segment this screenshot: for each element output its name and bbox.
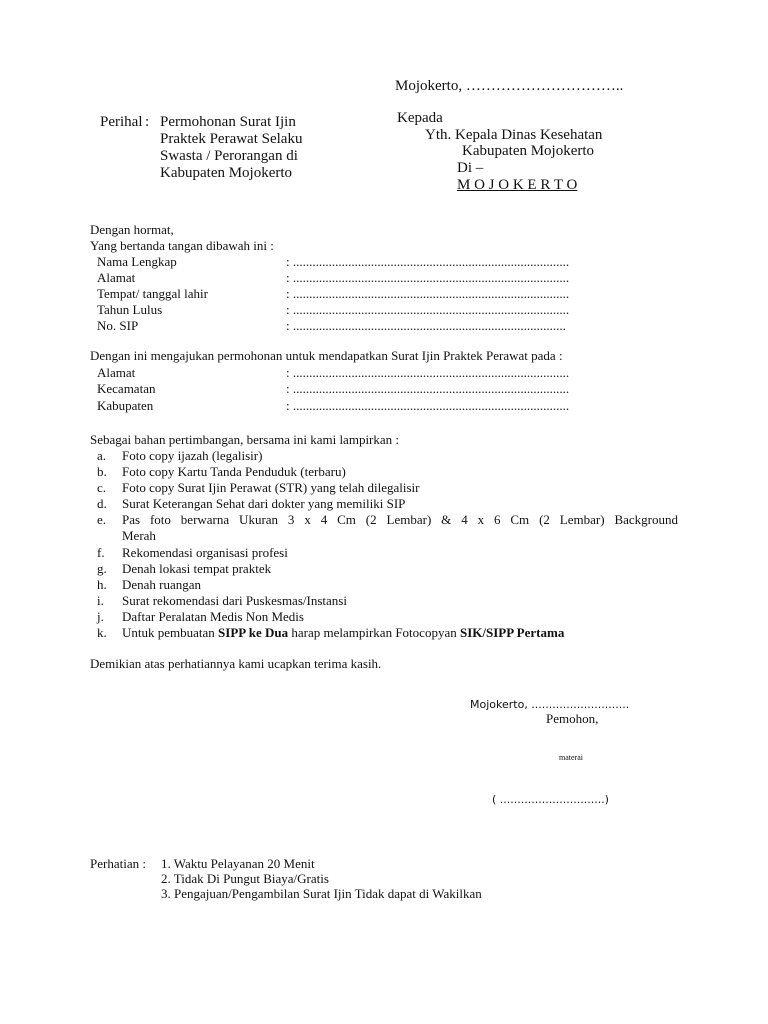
- notes-item-1: 1. Waktu Pelayanan 20 Menit: [161, 856, 315, 871]
- header-place-date: Mojokerto, …………………………..: [395, 78, 624, 94]
- list-item: [0, 448, 768, 464]
- list-item: [0, 480, 768, 496]
- perihal-line-4: Kabupaten Mojokerto: [160, 165, 293, 181]
- field-blank: : .....................................................................................: [286, 286, 570, 301]
- sipp-text-c: harap melampirkan Fotocopyan: [288, 625, 460, 640]
- list-item-letter: j.: [97, 609, 104, 624]
- field-blank: : .....................................................................................: [286, 365, 570, 380]
- sipp-text-a: Untuk pembuatan: [122, 625, 219, 640]
- field-row: [0, 286, 768, 302]
- field-blank: : .....................................................................................: [286, 381, 570, 396]
- list-item-continuation: Merah: [122, 528, 156, 543]
- closing-text: Demikian atas perhatiannya kami ucapkan terima kasih.: [90, 656, 382, 671]
- list-item-text: Foto copy ijazah (legalisir): [122, 448, 263, 463]
- field-row: [0, 318, 768, 334]
- list-item-letter: i.: [97, 593, 104, 608]
- list-item-text: Foto copy Surat Ijin Perawat (STR) yang telah dilegalisir: [122, 480, 420, 495]
- field-label: Kabupaten: [97, 398, 154, 413]
- field-row: [0, 381, 768, 397]
- list-item: [0, 609, 768, 625]
- list-item-text: Surat rekomendasi dari Puskesmas/Instansi: [122, 593, 347, 608]
- list-item: [0, 496, 768, 512]
- perihal-line-3: Swasta / Perorangan di: [160, 148, 298, 164]
- field-blank: : .....................................................................................: [286, 398, 570, 413]
- recipient-kepada: Kepada: [397, 110, 443, 126]
- field-blank: : .....................................................................................: [286, 302, 570, 317]
- list-item: [0, 561, 768, 577]
- list-item-letter: h.: [97, 577, 107, 592]
- list-item: [0, 512, 768, 528]
- field-blank: : .....................................................................................: [286, 254, 570, 269]
- perihal-label: Perihal: [100, 114, 143, 130]
- field-label: Alamat: [97, 270, 136, 285]
- materai-label: materai: [559, 753, 583, 762]
- perihal-line-2: Praktek Perawat Selaku: [160, 131, 303, 147]
- list-item: [0, 625, 768, 641]
- signature-pemohon: Pemohon,: [546, 711, 599, 726]
- list-item-letter: g.: [97, 561, 107, 576]
- list-item-text: Pas foto berwarna Ukuran 3 x 4 Cm (2 Lembar) & 4 x 6 Cm (2 Lembar) Background: [122, 512, 678, 527]
- sipp-ke-dua: SIPP ke Dua: [218, 625, 289, 640]
- list-item-letter: b.: [97, 464, 107, 479]
- list-item-letter: e.: [97, 512, 107, 527]
- list-item-text: Denah lokasi tempat praktek: [122, 561, 272, 576]
- recipient-yth: Yth. Kepala Dinas Kesehatan: [425, 127, 603, 143]
- recipient-di: Di –: [457, 160, 484, 176]
- list-item-letter: c.: [97, 480, 107, 495]
- notes-label: Perhatian :: [90, 856, 146, 871]
- list-item-text: [122, 625, 564, 641]
- field-row: [0, 254, 768, 270]
- field-row: [0, 302, 768, 318]
- list-item-text: Foto copy Kartu Tanda Penduduk (terbaru): [122, 464, 346, 479]
- field-row: [0, 365, 768, 381]
- list-item: [0, 545, 768, 561]
- list-item: [0, 464, 768, 480]
- perihal-colon: :: [145, 114, 150, 130]
- field-blank: : ....................................................................................: [286, 318, 566, 333]
- perihal-line-1: Permohonan Surat Ijin: [160, 114, 296, 130]
- list-item: [0, 577, 768, 593]
- list-item-text: Rekomendasi organisasi profesi: [122, 545, 288, 560]
- list-item: [0, 593, 768, 609]
- list-item-letter: a.: [97, 448, 107, 463]
- notes-item-3: 3. Pengajuan/Pengambilan Surat Ijin Tidak dapat di Wakilkan: [161, 886, 482, 901]
- field-row: [0, 398, 768, 414]
- attachments-intro: Sebagai bahan pertimbangan, bersama ini kami lampirkan :: [90, 432, 400, 447]
- signed-intro: Yang bertanda tangan dibawah ini :: [90, 238, 274, 253]
- greeting: Dengan hormat,: [90, 222, 174, 237]
- list-item-letter: d.: [97, 496, 107, 511]
- sipp-pertama: SIK/SIPP Pertama: [459, 625, 565, 640]
- request-text: Dengan ini mengajukan permohonan untuk mendapatkan Surat Ijin Praktek Perawat pada :: [90, 348, 563, 363]
- signature-place-date: Mojokerto, ............................: [470, 698, 630, 711]
- field-row: [0, 270, 768, 286]
- field-label: Nama Lengkap: [97, 254, 177, 269]
- field-label: Alamat: [97, 365, 136, 380]
- notes-item-2: 2. Tidak Di Pungut Biaya/Gratis: [161, 871, 329, 886]
- recipient-city: M O J O K E R T O: [457, 177, 578, 193]
- recipient-kabupaten: Kabupaten Mojokerto: [462, 143, 595, 159]
- list-item-letter: k.: [97, 625, 107, 640]
- list-item-text: Denah ruangan: [122, 577, 202, 592]
- list-item-text: Daftar Peralatan Medis Non Medis: [122, 609, 304, 624]
- list-item-text: Surat Keterangan Sehat dari dokter yang memiliki SIP: [122, 496, 406, 511]
- field-label: No. SIP: [97, 318, 139, 333]
- list-item-letter: f.: [97, 545, 105, 560]
- field-label: Tempat/ tanggal lahir: [97, 286, 208, 301]
- field-label: Kecamatan: [97, 381, 156, 396]
- field-blank: : .....................................................................................: [286, 270, 570, 285]
- field-label: Tahun Lulus: [97, 302, 163, 317]
- signature-name-line: ( ..............................): [492, 793, 609, 806]
